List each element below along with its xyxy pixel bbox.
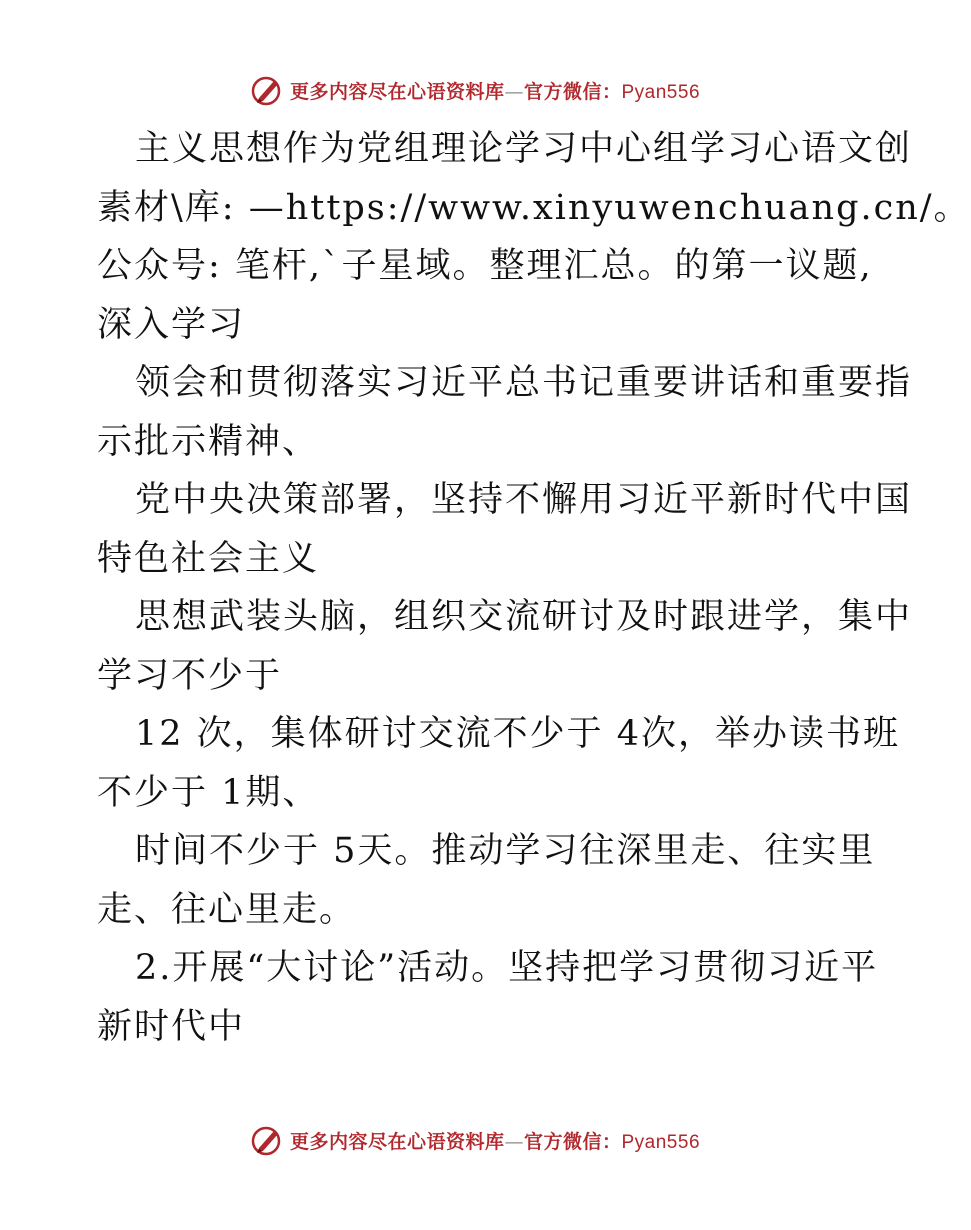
body-line: 新时代中 <box>97 1006 246 1047</box>
body-line: 12 次，集体研讨交流不少于 4次，举办读书班 <box>135 714 901 754</box>
body-line: 时间不少于 5天。推动学习往深里走、往实里 <box>135 831 876 871</box>
footer-banner <box>0 1120 950 1160</box>
body-line: 领会和贯彻落实习近平总书记重要讲话和重要指 <box>135 363 913 403</box>
body-line: 走、往心里走。 <box>97 889 357 930</box>
body-line: 党中央决策部署，坚持不懈用习近平新时代中国 <box>135 480 913 520</box>
header-banner-separator: — <box>504 80 524 103</box>
body-line: 思想武装头脑，组织交流研讨及时跟进学，集中 <box>135 597 913 637</box>
body-line: 主义思想作为党组理论学习中心组学习心语文创 <box>135 129 913 169</box>
body-line: 特色社会主义 <box>97 538 320 579</box>
header-banner-main: 更多内容尽在心语资料库 <box>289 80 505 103</box>
pen-logo-icon <box>250 1123 284 1157</box>
footer-banner-text <box>290 1127 700 1154</box>
header-banner-text <box>290 77 700 104</box>
body-line: 学习不少于 <box>97 655 283 696</box>
footer-banner-wechat-id: Pyan556 <box>621 1131 701 1153</box>
header-banner-wechat-id: Pyan556 <box>621 81 701 103</box>
footer-banner-main: 更多内容尽在心语资料库 <box>289 1130 505 1153</box>
body-line: 不少于 1期、 <box>97 772 320 813</box>
document-body <box>97 120 971 1056</box>
footer-banner-official: 官方微信： <box>523 1130 622 1153</box>
body-line: 素材\库: —https://www.xinyuwenchuang.cn/。 <box>97 187 971 228</box>
body-line: 深入学习 <box>97 304 246 345</box>
footer-banner-separator: — <box>504 1130 524 1153</box>
body-line: 示批示精神、 <box>97 421 320 462</box>
header-banner <box>0 70 950 110</box>
pen-logo-icon <box>250 73 284 107</box>
body-line: 2.开展“大讨论”活动。坚持把学习贯彻习近平 <box>135 948 879 988</box>
body-line: 公众号: 笔杆,`子星域。整理汇总。的第一议题, <box>97 246 873 286</box>
header-banner-official: 官方微信： <box>523 80 622 103</box>
